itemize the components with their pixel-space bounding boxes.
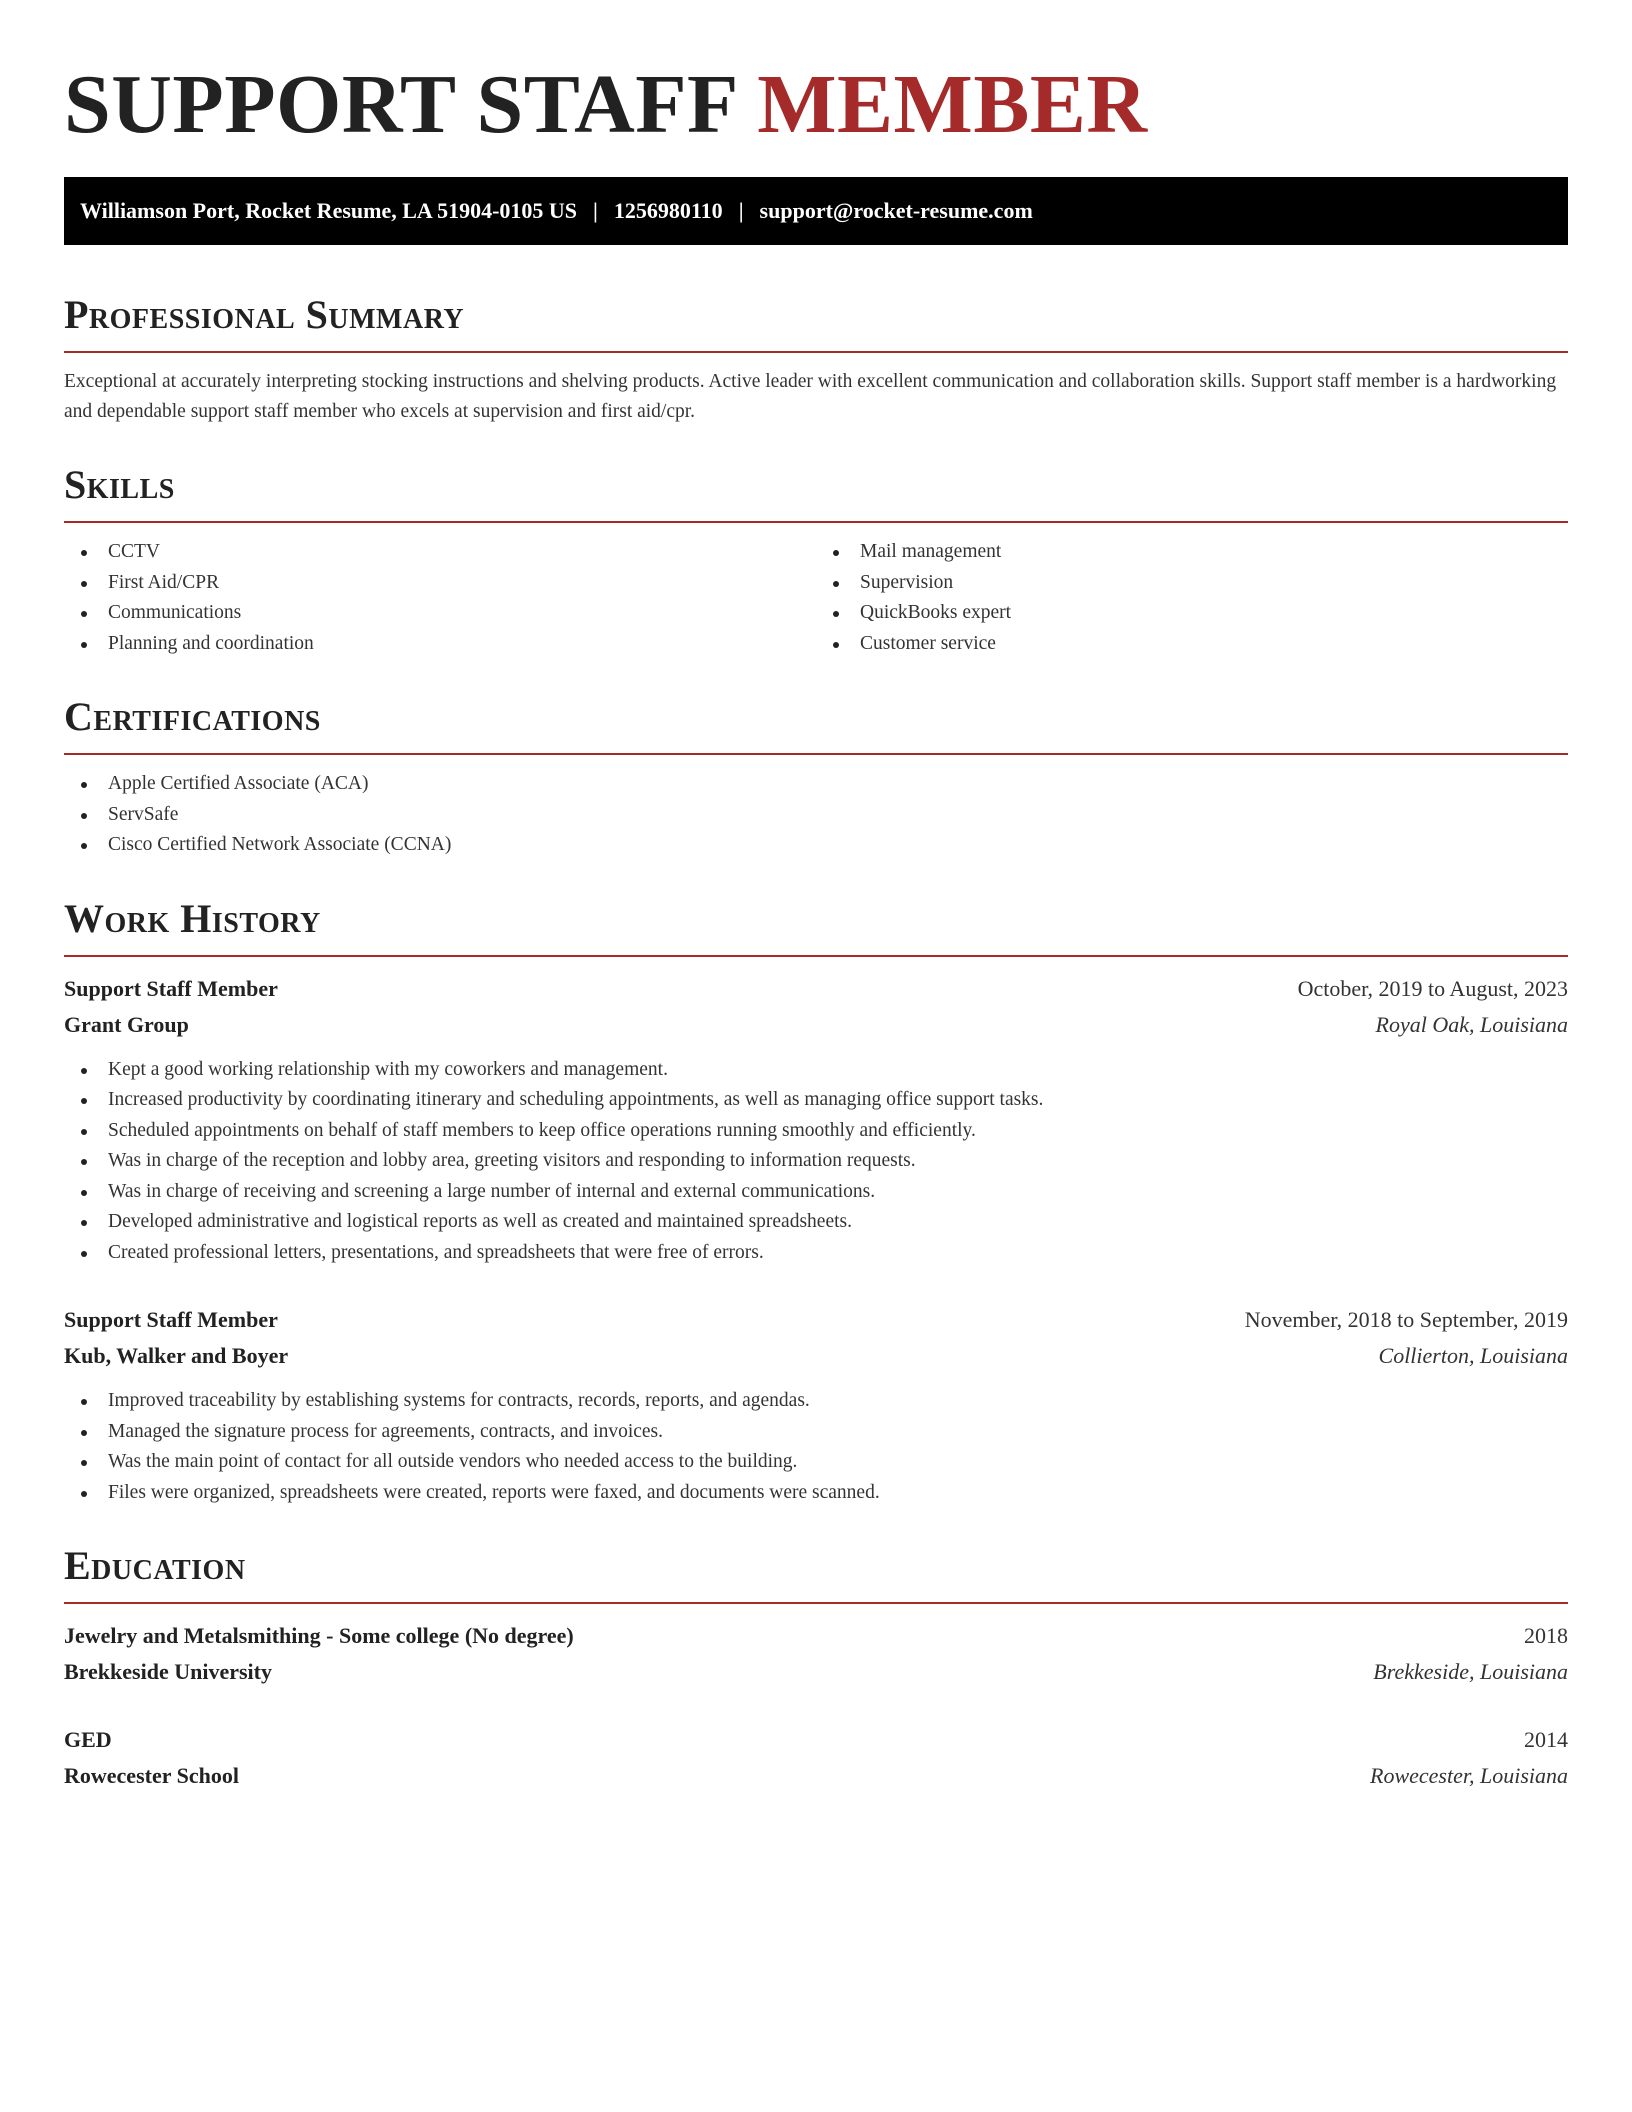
education-school-row: [64, 1758, 1568, 1794]
job-bullet: Was in charge of the reception and lobby area, greeting visitors and responding to information requests.: [64, 1146, 1568, 1177]
job-bullet: Created professional letters, presentations, and spreadsheets that were free of errors.: [64, 1238, 1568, 1269]
contact-separator: |: [738, 198, 744, 223]
work-history-section: [64, 895, 1568, 1509]
job-bullet: Managed the signature process for agreements, contracts, and invoices.: [64, 1417, 1568, 1448]
job-bullet: Kept a good working relationship with my coworkers and management.: [64, 1055, 1568, 1086]
job-role: Support Staff Member: [64, 1307, 278, 1332]
candidate-name: [64, 55, 1568, 155]
education-header-row: [64, 1618, 1568, 1654]
certifications-list: [64, 769, 1568, 861]
education-degree: Jewelry and Metalsmithing - Some college (No degree): [64, 1623, 574, 1648]
job-bullet: Was in charge of receiving and screening a large number of internal and external communications.: [64, 1177, 1568, 1208]
skill-item: CCTV: [64, 537, 816, 568]
education-school-row: [64, 1654, 1568, 1690]
job-role: Support Staff Member: [64, 975, 278, 1001]
job-location: Collierton, Louisiana: [1378, 1343, 1568, 1368]
job-dates: October, 2019 to August, 2023: [1297, 975, 1568, 1001]
job-bullet: Files were organized, spreadsheets were created, reports were faxed, and documents were scanned.: [64, 1478, 1568, 1509]
contact-address: Williamson Port, Rocket Resume, LA 51904-0105 US: [80, 198, 578, 223]
job-company: Grant Group: [64, 1011, 189, 1037]
job-entry: [64, 971, 1568, 1269]
section-divider: [64, 955, 1568, 957]
name-last: MEMBER: [757, 58, 1148, 151]
skills-list-right: [816, 537, 1568, 659]
skill-item: First Aid/CPR: [64, 568, 816, 599]
summary-text: Exceptional at accurately interpreting stocking instructions and shelving products. Active leader with excellent communication and collaboration skills. Support staff member is a hardworking and dependable support staff member who excels at supervision and first aid/cpr.: [64, 371, 1557, 422]
skills-list-left: [64, 537, 816, 659]
skill-item: Customer service: [816, 629, 1568, 660]
section-divider: [64, 521, 1568, 523]
name-first: SUPPORT STAFF: [64, 58, 736, 151]
job-company-row: [64, 1338, 1568, 1374]
certifications-section: [64, 693, 1568, 861]
certification-item: Cisco Certified Network Associate (CCNA): [64, 830, 1568, 861]
job-header-row: [64, 1302, 1568, 1338]
education-entry: [64, 1618, 1568, 1690]
job-bullet: Was the main point of contact for all outside vendors who needed access to the building.: [64, 1447, 1568, 1478]
education-entry: [64, 1722, 1568, 1794]
skill-item: Mail management: [816, 537, 1568, 568]
job-entry: [64, 1302, 1568, 1508]
skill-item: QuickBooks expert: [816, 598, 1568, 629]
job-location: Royal Oak, Louisiana: [1375, 1011, 1568, 1037]
job-header-row: [64, 971, 1568, 1007]
skills-grid: [64, 537, 1568, 659]
section-divider: [64, 1602, 1568, 1604]
job-company-row: [64, 1007, 1568, 1043]
contact-bar: [64, 177, 1568, 245]
job-dates: November, 2018 to September, 2019: [1244, 1307, 1568, 1332]
skill-item: Communications: [64, 598, 816, 629]
job-bullet: Scheduled appointments on behalf of staff members to keep office operations running smoothly and efficiently.: [64, 1116, 1568, 1147]
education-section: [64, 1542, 1568, 1794]
contact-separator: |: [593, 198, 598, 223]
education-header-row: [64, 1722, 1568, 1758]
education-location: Rowecester, Louisiana: [1370, 1763, 1568, 1788]
job-bullet: Developed administrative and logistical reports as well as created and maintained spreadsheets.: [64, 1207, 1568, 1238]
education-year: 2018: [1524, 1623, 1568, 1648]
skill-item: Supervision: [816, 568, 1568, 599]
education-title: Education: [64, 1543, 246, 1588]
job-bullet: Increased productivity by coordinating itinerary and scheduling appointments, as well as managing office support tasks.: [64, 1085, 1568, 1116]
skills-title: Skills: [64, 462, 175, 507]
skills-section: [64, 461, 1568, 659]
job-company: Kub, Walker and Boyer: [64, 1343, 289, 1368]
education-school: Brekkeside University: [64, 1659, 272, 1684]
education-location: Brekkeside, Louisiana: [1373, 1659, 1568, 1684]
education-year: 2014: [1524, 1727, 1568, 1752]
contact-email[interactable]: support@rocket-resume.com: [759, 198, 1033, 223]
summary-section: [64, 291, 1568, 427]
education-school: Rowecester School: [64, 1763, 239, 1788]
section-divider: [64, 753, 1568, 755]
education-degree: GED: [64, 1727, 112, 1752]
certifications-title: Certifications: [64, 694, 321, 739]
skill-item: Planning and coordination: [64, 629, 816, 660]
work-history-title: Work History: [64, 895, 321, 941]
section-divider: [64, 351, 1568, 353]
certification-item: Apple Certified Associate (ACA): [64, 769, 1568, 800]
contact-phone: 1256980110: [613, 198, 723, 223]
job-bullets: [64, 1055, 1568, 1269]
certification-item: ServSafe: [64, 800, 1568, 831]
job-bullets: [64, 1386, 1568, 1508]
summary-title: Professional Summary: [64, 292, 465, 337]
job-bullet: Improved traceability by establishing systems for contracts, records, reports, and agendas.: [64, 1386, 1568, 1417]
